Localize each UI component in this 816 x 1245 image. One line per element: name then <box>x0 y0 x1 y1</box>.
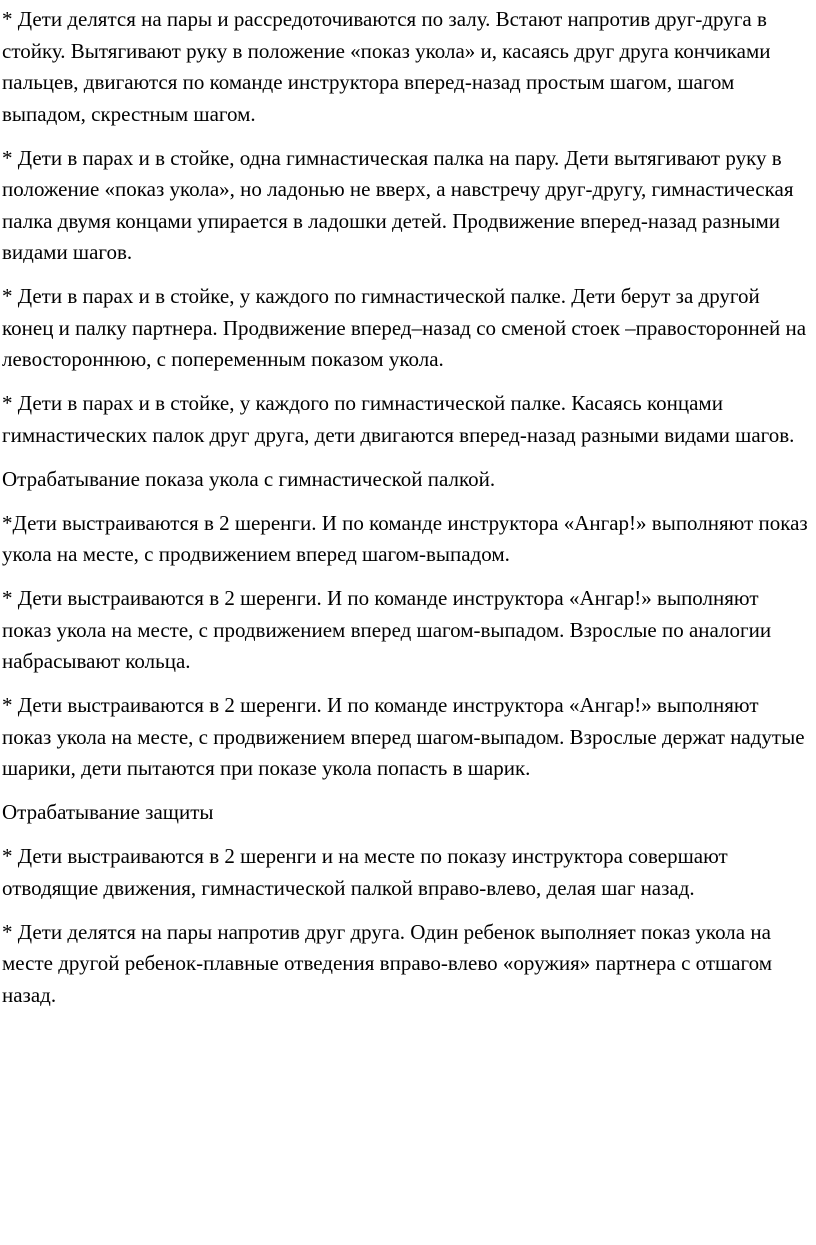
paragraph-two-ranks-balloons: * Дети выстраиваются в 2 шеренги. И по команде инструктора «Ангар!» выполняют показ укола на месте, с продвижением вперед шагом-выпадом. Взрослые держат надутые шарики, дети пытаются при показе укола попасть в шарик. <box>2 693 805 780</box>
paragraph-pairs-one-stick: * Дети в парах и в стойке, одна гимнастическая палка на пару. Дети вытягивают руку в положение «показ укола», но ладонью не вверх, а навстречу друг-другу, гимнастическая палка двумя концами упирается в ладошки детей. Продвижение вперед-назад разными видами шагов. <box>2 145 794 264</box>
section-heading-thrust-practice: Отрабатывание показа укола с гимнастической палкой. <box>2 466 496 491</box>
paragraph-pairs-stick-ends-touch: * Дети в парах и в стойке, у каждого по гимнастической палке. Касаясь концами гимнастических палок друг друга, дети двигаются вперед-назад разными видами шагов. <box>2 391 795 447</box>
paragraph-pairs-parry-step-back: * Дети делятся на пары напротив друг друга. Один ребенок выполняет показ укола на месте другой ребенок-плавные отведения вправо-влево «оружия» партнера с отшагом назад. <box>2 919 773 1007</box>
paragraph-two-ranks-rings: * Дети выстраиваются в 2 шеренги. И по команде инструктора «Ангар!» выполняют показ укола на месте, с продвижением вперед шагом-выпадом. Взрослые по аналогии набрасывают кольца. <box>2 586 772 673</box>
section-heading-defense-practice: Отрабатывание защиты <box>2 800 214 824</box>
paragraph-pairs-stick-each-swap-stance: * Дети в парах и в стойке, у каждого по гимнастической палке. Дети берут за другой конец и палку партнера. Продвижение вперед–назад со сменой стоек –правосторонней на левостороннюю, с попеременным показом укола. <box>2 284 807 371</box>
paragraph-two-ranks-parry: * Дети выстраиваются в 2 шеренги и на месте по показу инструктора совершают отводящие движения, гимнастической палкой вправо-влево, делая шаг назад. <box>2 844 728 900</box>
paragraph-two-ranks-angar: *Дети выстраиваются в 2 шеренги. И по команде инструктора «Ангар!» выполняют показ укола на месте, с продвижением вперед шагом-выпадом. <box>2 510 808 566</box>
paragraph-pairs-touch-fingertips: * Дети делятся на пары и рассредоточиваются по залу. Встают напротив друг-друга в стойку. Вытягивают руку в положение «показ укола» и, касаясь друг друга кончиками пальцев, двигаются по команде инструктора вперед-назад простым шагом, шагом выпадом, скрестным шагом. <box>2 7 771 126</box>
